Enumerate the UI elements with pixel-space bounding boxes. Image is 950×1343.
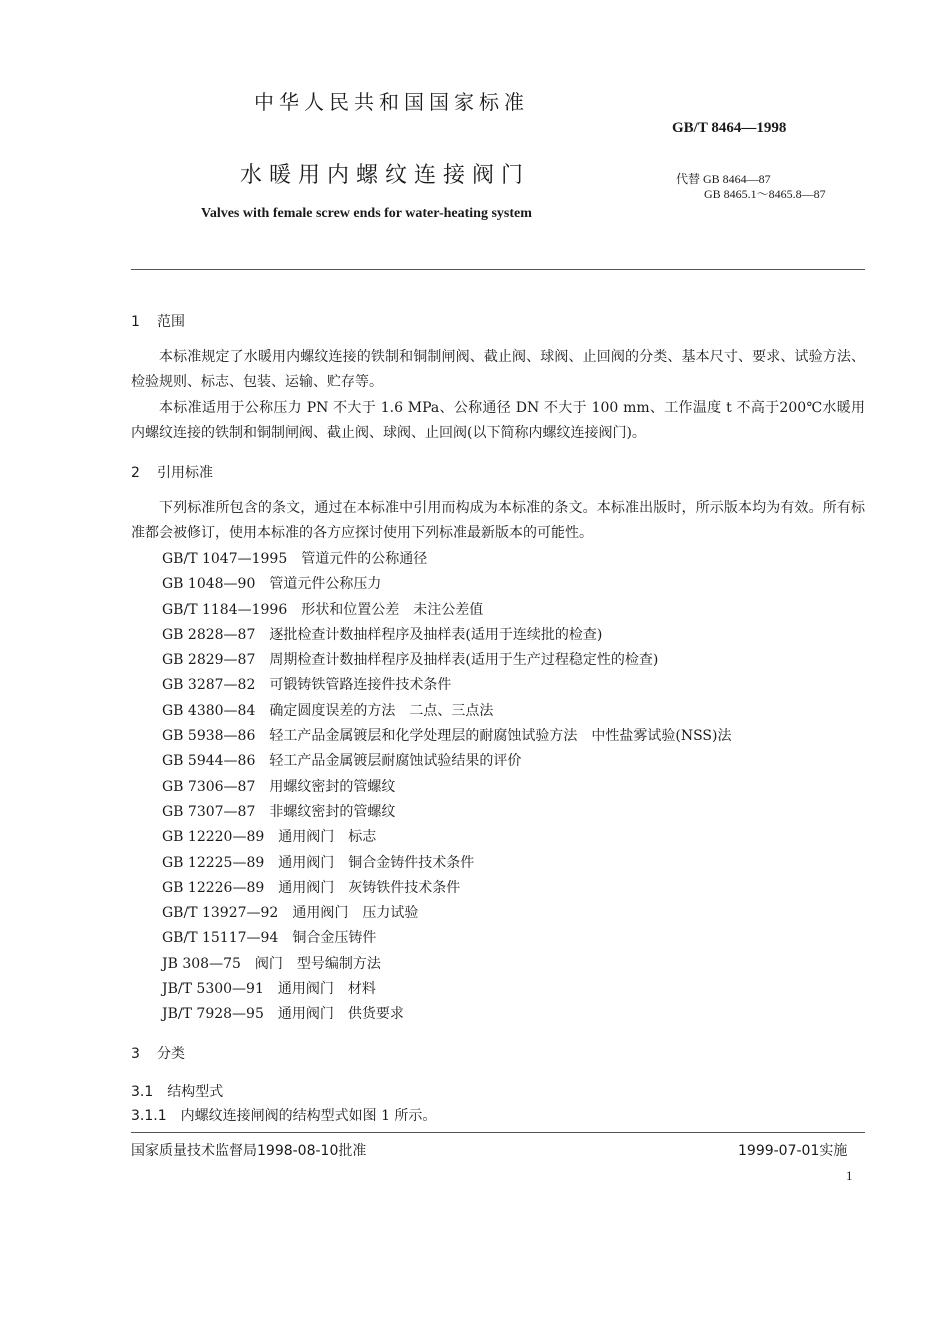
reference-code: GB/T 1184—1996 (162, 601, 288, 618)
section-3-heading (131, 1043, 185, 1063)
reference-title: 通用阀门 铜合金铸件技术条件 (278, 854, 475, 871)
reference-code: GB 2829—87 (162, 652, 256, 669)
list-item (162, 952, 731, 977)
reference-code: JB/T 7928—95 (162, 1006, 264, 1023)
approval-note: 国家质量技术监督局1998-08-10批准 (131, 1143, 367, 1159)
reference-code: GB 12225—89 (162, 854, 265, 871)
subsection-number: 3.1 (131, 1084, 154, 1100)
reference-code: GB/T 1047—1995 (162, 551, 288, 567)
reference-title: 通用阀门 供货要求 (277, 1006, 404, 1023)
reference-title: 轻工产品金属镀层和化学处理层的耐腐蚀试验方法 中性盐雾试验(NSS)法 (269, 728, 732, 745)
reference-code: GB 3287—82 (162, 677, 256, 694)
replaces-block (676, 172, 826, 202)
reference-title: 用螺纹密封的管螺纹 (269, 778, 396, 795)
reference-title: 形状和位置公差 未注公差值 (301, 601, 484, 618)
section-2-heading (131, 462, 213, 482)
reference-code: GB 12220—89 (162, 829, 265, 846)
list-item (162, 901, 731, 926)
reference-code: GB 7307—87 (162, 803, 256, 820)
effective-date: 1999-07-01实施 (738, 1143, 848, 1159)
list-item (162, 775, 731, 800)
section-title: 引用标准 (157, 465, 213, 481)
reference-title: 确定圆度误差的方法 二点、三点法 (269, 702, 494, 719)
reference-title: 管道元件的公称通径 (301, 551, 428, 567)
standard-number: GB/T 8464—1998 (672, 120, 787, 136)
national-standard-heading: 中华人民共和国国家标准 (254, 90, 529, 114)
subsection-3-1 (131, 1081, 223, 1101)
list-item (162, 851, 731, 876)
section-1-heading (131, 311, 185, 331)
english-title: Valves with female screw ends for water-heating system (201, 206, 532, 221)
page-title: 水暖用内螺纹连接阀门 (240, 163, 531, 188)
reference-title: 通用阀门 灰铸铁件技术条件 (278, 879, 461, 896)
reference-title: 轻工产品金属镀层耐腐蚀试验结果的评价 (269, 753, 522, 770)
reference-title: 可锻铸铁管路连接件技术条件 (269, 677, 452, 694)
reference-code: GB 12226—89 (162, 879, 265, 896)
list-item (162, 572, 731, 597)
reference-code: JB/T 5300—91 (162, 981, 264, 998)
section-number: 2 (131, 465, 140, 481)
reference-title: 铜合金压铸件 (292, 930, 377, 947)
reference-code: GB/T 13927—92 (162, 905, 279, 922)
subsection-number: 3.1.1 (131, 1108, 167, 1124)
section-number: 1 (131, 314, 140, 330)
reference-title: 阀门 型号编制方法 (254, 955, 381, 972)
page-number: 1 (846, 1168, 853, 1183)
section-title: 范围 (157, 314, 185, 330)
list-item (162, 876, 731, 901)
section-number: 3 (131, 1046, 140, 1062)
footer-divider (131, 1132, 865, 1133)
header-divider (131, 269, 865, 270)
reference-title: 通用阀门 压力试验 (292, 905, 419, 922)
reference-title: 逐批检查计数抽样程序及抽样表(适用于连续批的检查) (269, 626, 603, 643)
section-1-paragraph-1: 本标准规定了水暖用内螺纹连接的铁制和铜制闸阀、截止阀、球阀、止回阀的分类、基本尺寸、要求、试验方法、检验规则、标志、包装、运输、贮存等。 (131, 349, 865, 390)
section-2-paragraph-1: 下列标准所包含的条文，通过在本标准中引用而构成为本标准的条文。本标准出版时，所示版本均为有效。所有标准都会被修订，使用本标准的各方应探讨使用下列标准最新版本的可能性。 (131, 500, 865, 541)
reference-code: GB 7306—87 (162, 778, 256, 795)
reference-code: GB 4380—84 (162, 702, 256, 719)
list-item (162, 673, 731, 698)
reference-code: GB 5944—86 (162, 753, 256, 770)
list-item (162, 1002, 731, 1027)
replaces-line-1: 代替 GB 8464—87 (676, 172, 771, 186)
reference-title: 管道元件公称压力 (269, 576, 382, 593)
reference-code: GB 2828—87 (162, 626, 256, 643)
list-item (162, 699, 731, 724)
list-item (162, 648, 731, 673)
list-item (162, 724, 731, 749)
list-item (162, 749, 731, 774)
reference-code: GB 1048—90 (162, 576, 256, 593)
reference-title: 周期检查计数抽样程序及抽样表(适用于生产过程稳定性的检查) (269, 652, 659, 669)
list-item (162, 623, 731, 648)
normative-references-list (162, 547, 731, 1028)
reference-code: GB/T 15117—94 (162, 930, 279, 947)
list-item (162, 547, 731, 572)
list-item (162, 977, 731, 1002)
reference-code: JB 308—75 (162, 955, 241, 972)
section-title: 分类 (157, 1046, 185, 1062)
reference-code: GB 5938—86 (162, 728, 256, 745)
replaces-line-2: GB 8465.1～8465.8—87 (704, 187, 826, 201)
reference-title: 非螺纹密封的管螺纹 (269, 803, 396, 820)
reference-title: 通用阀门 材料 (277, 981, 376, 998)
reference-title: 通用阀门 标志 (278, 829, 377, 846)
section-1-paragraph-2: 本标准适用于公称压力 PN 不大于 1.6 MPa、公称通径 DN 不大于 100 mm、工作温度 t 不高于200℃水暖用内螺纹连接的铁制和铜制闸阀、截止阀、球阀、止回阀(以下简称内螺纹连接阀门)。 (131, 400, 865, 441)
list-item (162, 825, 731, 850)
subsection-3-1-1 (131, 1105, 436, 1125)
subsection-title: 结构型式 (167, 1084, 224, 1100)
list-item (162, 926, 731, 951)
list-item (162, 800, 731, 825)
list-item (162, 598, 731, 623)
subsection-text: 内螺纹连接闸阀的结构型式如图 1 所示。 (180, 1108, 437, 1124)
